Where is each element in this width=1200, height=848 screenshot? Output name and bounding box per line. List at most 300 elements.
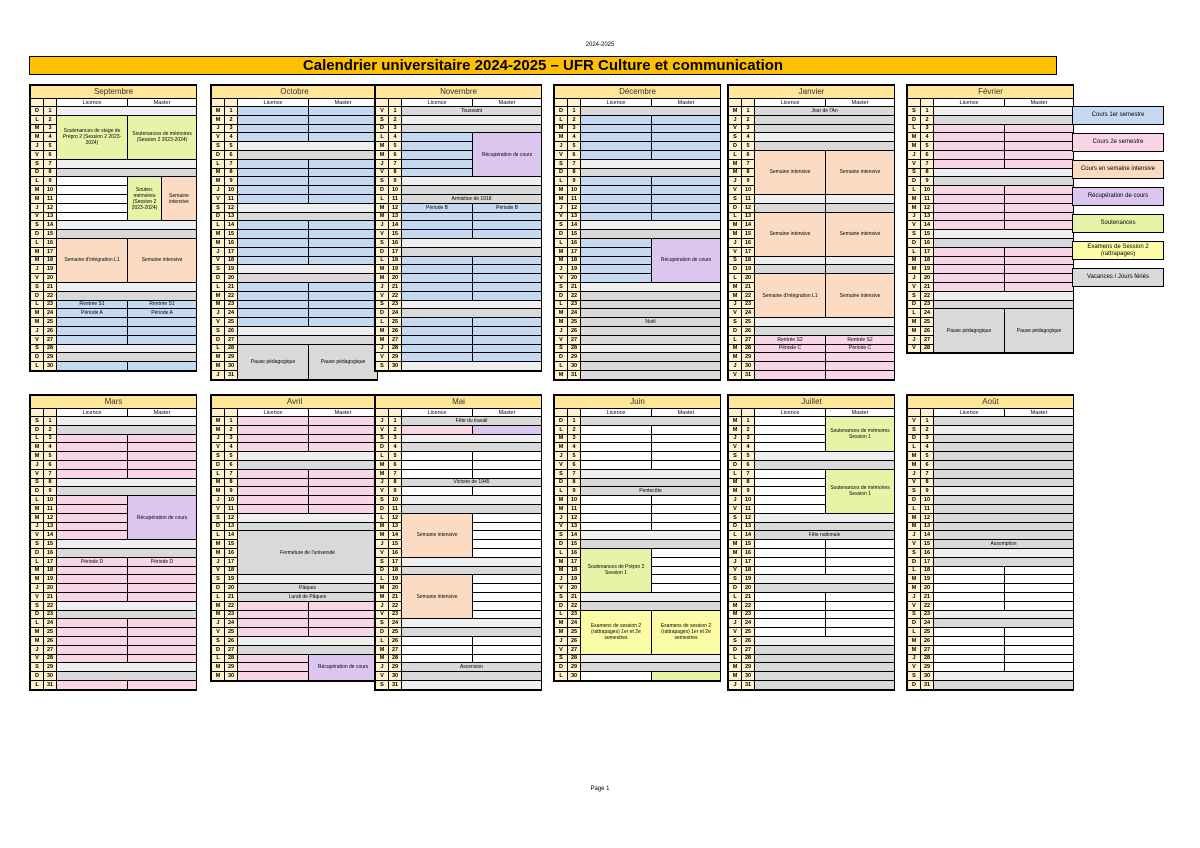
weekday-letter: M bbox=[908, 265, 921, 274]
weekday-letter: D bbox=[729, 265, 742, 274]
day-cell-full bbox=[581, 291, 721, 300]
day-number: 13 bbox=[921, 522, 934, 531]
weekday-letter: J bbox=[555, 203, 568, 212]
day-number: 9 bbox=[921, 487, 934, 496]
weekday-letter: M bbox=[908, 522, 921, 531]
master-cell bbox=[473, 230, 542, 239]
day-number: 22 bbox=[389, 601, 402, 610]
weekday-letter: D bbox=[31, 672, 44, 681]
weekday-letter: M bbox=[376, 460, 389, 469]
weekday-letter: M bbox=[729, 353, 742, 362]
day-row bbox=[555, 592, 721, 601]
day-row bbox=[212, 133, 378, 142]
licence-cell: Période D bbox=[57, 557, 128, 566]
day-number: 3 bbox=[568, 434, 581, 443]
day-number: 14 bbox=[225, 531, 238, 540]
day-number: 4 bbox=[742, 133, 755, 142]
weekday-letter: L bbox=[376, 636, 389, 645]
master-cell bbox=[309, 159, 378, 168]
weekday-letter: M bbox=[729, 425, 742, 434]
master-cell bbox=[1005, 159, 1074, 168]
month-header: Décembre bbox=[555, 86, 721, 99]
day-number: 13 bbox=[389, 522, 402, 531]
day-number: 15 bbox=[742, 230, 755, 239]
day-number: 12 bbox=[389, 203, 402, 212]
licence-cell bbox=[57, 443, 128, 452]
day-row bbox=[376, 177, 542, 186]
day-cell-full bbox=[755, 460, 895, 469]
day-row bbox=[212, 496, 378, 505]
weekday-letter: M bbox=[376, 469, 389, 478]
day-number: 27 bbox=[742, 645, 755, 654]
day-row bbox=[908, 469, 1074, 478]
day-number: 3 bbox=[921, 434, 934, 443]
weekday-letter: M bbox=[376, 335, 389, 344]
master-cell bbox=[826, 566, 895, 575]
licence-cell bbox=[755, 487, 826, 496]
day-row bbox=[729, 584, 895, 593]
day-row bbox=[729, 194, 895, 203]
day-cell-full bbox=[581, 309, 721, 318]
day-number: 2 bbox=[921, 425, 934, 434]
weekday-letter: J bbox=[376, 282, 389, 291]
day-number: 24 bbox=[921, 309, 934, 318]
day-cell-full bbox=[238, 513, 378, 522]
licence-cell bbox=[581, 150, 652, 159]
master-cell: Période B bbox=[473, 203, 542, 212]
day-row bbox=[212, 636, 378, 645]
master-cell: Récupération de cours bbox=[652, 238, 721, 282]
weekday-letter: D bbox=[376, 309, 389, 318]
day-number: 26 bbox=[389, 326, 402, 335]
day-number: 8 bbox=[389, 168, 402, 177]
licence-cell bbox=[934, 212, 1005, 221]
master-cell bbox=[309, 601, 378, 610]
day-row bbox=[376, 221, 542, 230]
day-row bbox=[729, 133, 895, 142]
weekday-letter: V bbox=[729, 370, 742, 379]
day-number: 30 bbox=[44, 672, 57, 681]
day-number: 26 bbox=[921, 326, 934, 335]
day-number: 2 bbox=[568, 115, 581, 124]
licence-cell bbox=[57, 362, 128, 371]
day-number: 31 bbox=[742, 370, 755, 379]
master-cell bbox=[1005, 203, 1074, 212]
day-row bbox=[729, 417, 895, 426]
weekday-letter: M bbox=[212, 601, 225, 610]
day-number: 9 bbox=[389, 177, 402, 186]
day-cell-full bbox=[755, 318, 895, 327]
day-number: 21 bbox=[389, 592, 402, 601]
master-cell bbox=[128, 592, 197, 601]
day-number: 20 bbox=[225, 584, 238, 593]
day-row bbox=[908, 663, 1074, 672]
licence-cell bbox=[755, 425, 826, 434]
weekday-letter: M bbox=[555, 370, 568, 379]
day-number: 22 bbox=[568, 291, 581, 300]
weekday-letter: V bbox=[729, 628, 742, 637]
day-row bbox=[555, 168, 721, 177]
weekday-letter: J bbox=[729, 434, 742, 443]
licence-cell bbox=[402, 256, 473, 265]
licence-cell bbox=[934, 566, 1005, 575]
weekday-letter: M bbox=[212, 300, 225, 309]
weekday-letter: J bbox=[729, 680, 742, 689]
day-number: 23 bbox=[44, 610, 57, 619]
weekday-letter: J bbox=[908, 212, 921, 221]
day-number: 4 bbox=[742, 443, 755, 452]
day-number: 13 bbox=[921, 212, 934, 221]
weekday-letter: M bbox=[555, 504, 568, 513]
legend-semaine-intensive: Cours en semaine intensive bbox=[1072, 160, 1164, 179]
weekday-letter: L bbox=[555, 238, 568, 247]
master-cell bbox=[652, 212, 721, 221]
licence-cell bbox=[57, 654, 128, 663]
weekday-letter: S bbox=[31, 221, 44, 230]
weekday-letter: L bbox=[908, 504, 921, 513]
day-number: 21 bbox=[921, 282, 934, 291]
day-number: 20 bbox=[225, 274, 238, 283]
master-cell bbox=[826, 353, 895, 362]
weekday-letter: L bbox=[555, 425, 568, 434]
day-number: 26 bbox=[44, 636, 57, 645]
day-number: 7 bbox=[389, 469, 402, 478]
weekday-letter: L bbox=[908, 124, 921, 133]
day-number: 23 bbox=[921, 300, 934, 309]
day-row bbox=[31, 610, 197, 619]
weekday-letter: M bbox=[31, 318, 44, 327]
licence-cell bbox=[238, 115, 309, 124]
master-cell bbox=[1005, 628, 1074, 637]
licence-cell bbox=[57, 212, 128, 221]
day-number: 4 bbox=[568, 133, 581, 142]
day-number: 29 bbox=[225, 353, 238, 362]
weekday-letter: V bbox=[31, 212, 44, 221]
weekday-letter: D bbox=[729, 203, 742, 212]
day-number: 29 bbox=[389, 353, 402, 362]
day-cell-full: Victoire de 1945 bbox=[402, 478, 542, 487]
weekday-letter: V bbox=[729, 124, 742, 133]
day-number: 19 bbox=[568, 265, 581, 274]
licence-cell bbox=[934, 124, 1005, 133]
day-number: 29 bbox=[742, 353, 755, 362]
weekday-letter: S bbox=[555, 344, 568, 353]
day-number: 28 bbox=[921, 344, 934, 353]
day-number: 29 bbox=[389, 663, 402, 672]
weekday-letter: M bbox=[555, 557, 568, 566]
day-row bbox=[212, 159, 378, 168]
day-row bbox=[908, 540, 1074, 549]
licence-cell bbox=[238, 133, 309, 142]
day-number: 27 bbox=[921, 335, 934, 344]
column-licence: Licence bbox=[581, 409, 652, 417]
master-cell bbox=[473, 548, 542, 557]
day-number: 10 bbox=[568, 186, 581, 195]
master-cell bbox=[652, 584, 721, 593]
day-number: 10 bbox=[389, 496, 402, 505]
day-number: 23 bbox=[389, 610, 402, 619]
day-number: 1 bbox=[742, 417, 755, 426]
weekday-letter: J bbox=[212, 557, 225, 566]
column-licence: Licence bbox=[402, 409, 473, 417]
day-row bbox=[555, 159, 721, 168]
day-cell-full bbox=[238, 203, 378, 212]
weekday-letter: M bbox=[212, 672, 225, 681]
day-number: 3 bbox=[742, 434, 755, 443]
weekday-letter: J bbox=[555, 326, 568, 335]
master-cell bbox=[652, 575, 721, 584]
weekday-letter: L bbox=[376, 575, 389, 584]
day-cell-full bbox=[934, 291, 1074, 300]
day-row bbox=[729, 628, 895, 637]
day-number: 17 bbox=[742, 557, 755, 566]
day-number: 11 bbox=[389, 194, 402, 203]
day-cell-full: Fête du travail bbox=[402, 417, 542, 426]
day-cell-full bbox=[934, 680, 1074, 689]
weekday-letter: M bbox=[31, 452, 44, 461]
weekday-letter: S bbox=[729, 318, 742, 327]
day-cell-full bbox=[581, 300, 721, 309]
day-cell-full bbox=[755, 133, 895, 142]
day-row bbox=[908, 654, 1074, 663]
weekday-letter: J bbox=[212, 124, 225, 133]
licence-cell bbox=[402, 221, 473, 230]
day-number: 26 bbox=[44, 326, 57, 335]
day-cell-full bbox=[402, 300, 542, 309]
day-row bbox=[729, 362, 895, 371]
month-header: Juillet bbox=[729, 396, 895, 409]
weekday-letter: J bbox=[555, 142, 568, 151]
day-number: 15 bbox=[389, 230, 402, 239]
weekday-letter: L bbox=[555, 362, 568, 371]
day-row bbox=[555, 504, 721, 513]
day-row bbox=[212, 291, 378, 300]
day-row bbox=[212, 575, 378, 584]
day-number: 14 bbox=[568, 531, 581, 540]
master-cell bbox=[128, 452, 197, 461]
master-cell: Semaine intensive bbox=[826, 150, 895, 194]
weekday-letter: L bbox=[908, 247, 921, 256]
column-master: Master bbox=[128, 99, 197, 107]
day-number: 20 bbox=[44, 584, 57, 593]
weekday-letter: M bbox=[376, 326, 389, 335]
weekday-letter: L bbox=[31, 434, 44, 443]
day-number: 25 bbox=[44, 318, 57, 327]
licence-cell bbox=[238, 282, 309, 291]
day-number: 17 bbox=[742, 247, 755, 256]
day-number: 22 bbox=[44, 291, 57, 300]
weekday-letter: V bbox=[376, 425, 389, 434]
weekday-letter: M bbox=[729, 221, 742, 230]
weekday-letter: J bbox=[212, 496, 225, 505]
licence-cell bbox=[755, 610, 826, 619]
day-row bbox=[908, 531, 1074, 540]
day-number: 17 bbox=[921, 557, 934, 566]
day-row bbox=[908, 443, 1074, 452]
day-number: 8 bbox=[742, 168, 755, 177]
weekday-letter: M bbox=[212, 478, 225, 487]
day-row bbox=[729, 654, 895, 663]
weekday-letter: M bbox=[729, 610, 742, 619]
day-row bbox=[908, 115, 1074, 124]
licence-cell bbox=[57, 575, 128, 584]
weekday-letter: M bbox=[908, 133, 921, 142]
licence-cell bbox=[402, 150, 473, 159]
weekday-letter: M bbox=[729, 168, 742, 177]
master-cell bbox=[309, 443, 378, 452]
day-number: 24 bbox=[742, 309, 755, 318]
day-number: 30 bbox=[742, 362, 755, 371]
day-number: 30 bbox=[568, 672, 581, 681]
day-row bbox=[212, 460, 378, 469]
weekday-letter: M bbox=[729, 291, 742, 300]
day-row bbox=[555, 654, 721, 663]
master-cell bbox=[309, 504, 378, 513]
day-cell-full bbox=[581, 540, 721, 549]
weekday-letter: J bbox=[31, 645, 44, 654]
weekday-letter: L bbox=[212, 159, 225, 168]
licence-cell bbox=[581, 177, 652, 186]
licence-cell bbox=[238, 318, 309, 327]
licence-cell bbox=[755, 566, 826, 575]
day-number: 27 bbox=[389, 645, 402, 654]
day-number: 25 bbox=[225, 628, 238, 637]
column-master: Master bbox=[128, 409, 197, 417]
weekday-letter: J bbox=[729, 238, 742, 247]
licence-cell bbox=[57, 680, 128, 689]
day-number: 3 bbox=[921, 124, 934, 133]
weekday-letter: D bbox=[555, 478, 568, 487]
day-row bbox=[729, 256, 895, 265]
licence-cell bbox=[57, 584, 128, 593]
day-number: 5 bbox=[742, 142, 755, 151]
licence-cell bbox=[57, 452, 128, 461]
day-number: 24 bbox=[389, 309, 402, 318]
month-header: Novembre bbox=[376, 86, 542, 99]
day-number: 13 bbox=[44, 212, 57, 221]
master-cell bbox=[652, 504, 721, 513]
licence-cell: Semaine intensive bbox=[402, 575, 473, 619]
day-number: 8 bbox=[389, 478, 402, 487]
master-cell bbox=[473, 601, 542, 610]
day-number: 29 bbox=[44, 353, 57, 362]
weekday-letter: M bbox=[555, 247, 568, 256]
master-cell bbox=[652, 460, 721, 469]
master-cell bbox=[826, 601, 895, 610]
master-cell bbox=[309, 478, 378, 487]
month-juin bbox=[553, 394, 721, 682]
day-row bbox=[376, 636, 542, 645]
column-licence: Licence bbox=[581, 99, 652, 107]
master-cell bbox=[652, 203, 721, 212]
day-number: 14 bbox=[44, 221, 57, 230]
day-row bbox=[908, 186, 1074, 195]
master-cell: Période D bbox=[128, 557, 197, 566]
master-cell bbox=[473, 221, 542, 230]
master-cell bbox=[652, 566, 721, 575]
day-cell-full bbox=[238, 452, 378, 461]
day-cell-full bbox=[755, 654, 895, 663]
day-number: 29 bbox=[742, 663, 755, 672]
day-number: 7 bbox=[921, 469, 934, 478]
day-row bbox=[729, 452, 895, 461]
day-cell-full bbox=[934, 238, 1074, 247]
day-row bbox=[729, 142, 895, 151]
licence-cell bbox=[934, 256, 1005, 265]
day-number: 29 bbox=[568, 663, 581, 672]
master-cell bbox=[652, 443, 721, 452]
day-cell-full bbox=[755, 672, 895, 681]
weekday-letter: V bbox=[729, 247, 742, 256]
master-cell bbox=[652, 124, 721, 133]
weekday-letter: M bbox=[908, 203, 921, 212]
day-cell-full bbox=[581, 344, 721, 353]
weekday-letter: J bbox=[212, 247, 225, 256]
licence-cell bbox=[934, 247, 1005, 256]
day-number: 10 bbox=[44, 186, 57, 195]
day-row bbox=[212, 584, 378, 593]
day-row bbox=[376, 469, 542, 478]
day-number: 18 bbox=[921, 566, 934, 575]
master-cell: Récupération de cours bbox=[473, 133, 542, 177]
master-cell bbox=[309, 168, 378, 177]
day-cell-full: Noël bbox=[581, 318, 721, 327]
licence-cell bbox=[57, 194, 128, 203]
weekday-letter: S bbox=[908, 610, 921, 619]
master-cell bbox=[473, 575, 542, 584]
day-number: 7 bbox=[742, 159, 755, 168]
day-number: 20 bbox=[389, 584, 402, 593]
weekday-letter: V bbox=[376, 672, 389, 681]
day-number: 27 bbox=[921, 645, 934, 654]
day-number: 23 bbox=[568, 610, 581, 619]
day-number: 6 bbox=[921, 460, 934, 469]
day-number: 30 bbox=[225, 362, 238, 371]
day-row bbox=[212, 282, 378, 291]
day-row bbox=[555, 487, 721, 496]
day-number: 30 bbox=[389, 672, 402, 681]
day-number: 11 bbox=[568, 194, 581, 203]
weekday-letter: M bbox=[908, 256, 921, 265]
day-number: 18 bbox=[742, 256, 755, 265]
column-master: Master bbox=[473, 99, 542, 107]
weekday-letter: D bbox=[555, 601, 568, 610]
licence-cell bbox=[238, 619, 309, 628]
day-cell-full bbox=[238, 645, 378, 654]
licence-cell bbox=[238, 628, 309, 637]
day-row bbox=[908, 575, 1074, 584]
weekday-letter: J bbox=[729, 362, 742, 371]
day-number: 16 bbox=[389, 238, 402, 247]
master-cell bbox=[128, 460, 197, 469]
master-cell: Souten. mémoires (Session 2 2023-2024) bbox=[128, 177, 162, 221]
day-cell-full bbox=[934, 557, 1074, 566]
day-number: 10 bbox=[389, 186, 402, 195]
day-cell-full bbox=[755, 575, 895, 584]
day-row bbox=[555, 443, 721, 452]
day-number: 21 bbox=[44, 282, 57, 291]
licence-cell bbox=[238, 610, 309, 619]
day-row bbox=[729, 522, 895, 531]
weekday-letter: D bbox=[908, 434, 921, 443]
day-cell-full bbox=[934, 300, 1074, 309]
licence-cell bbox=[402, 318, 473, 327]
weekday-letter: J bbox=[729, 300, 742, 309]
day-number: 6 bbox=[742, 460, 755, 469]
master-cell bbox=[1005, 654, 1074, 663]
day-cell-full: Fête nationale bbox=[755, 531, 895, 540]
licence-cell: Rentrée S1 bbox=[57, 300, 128, 309]
